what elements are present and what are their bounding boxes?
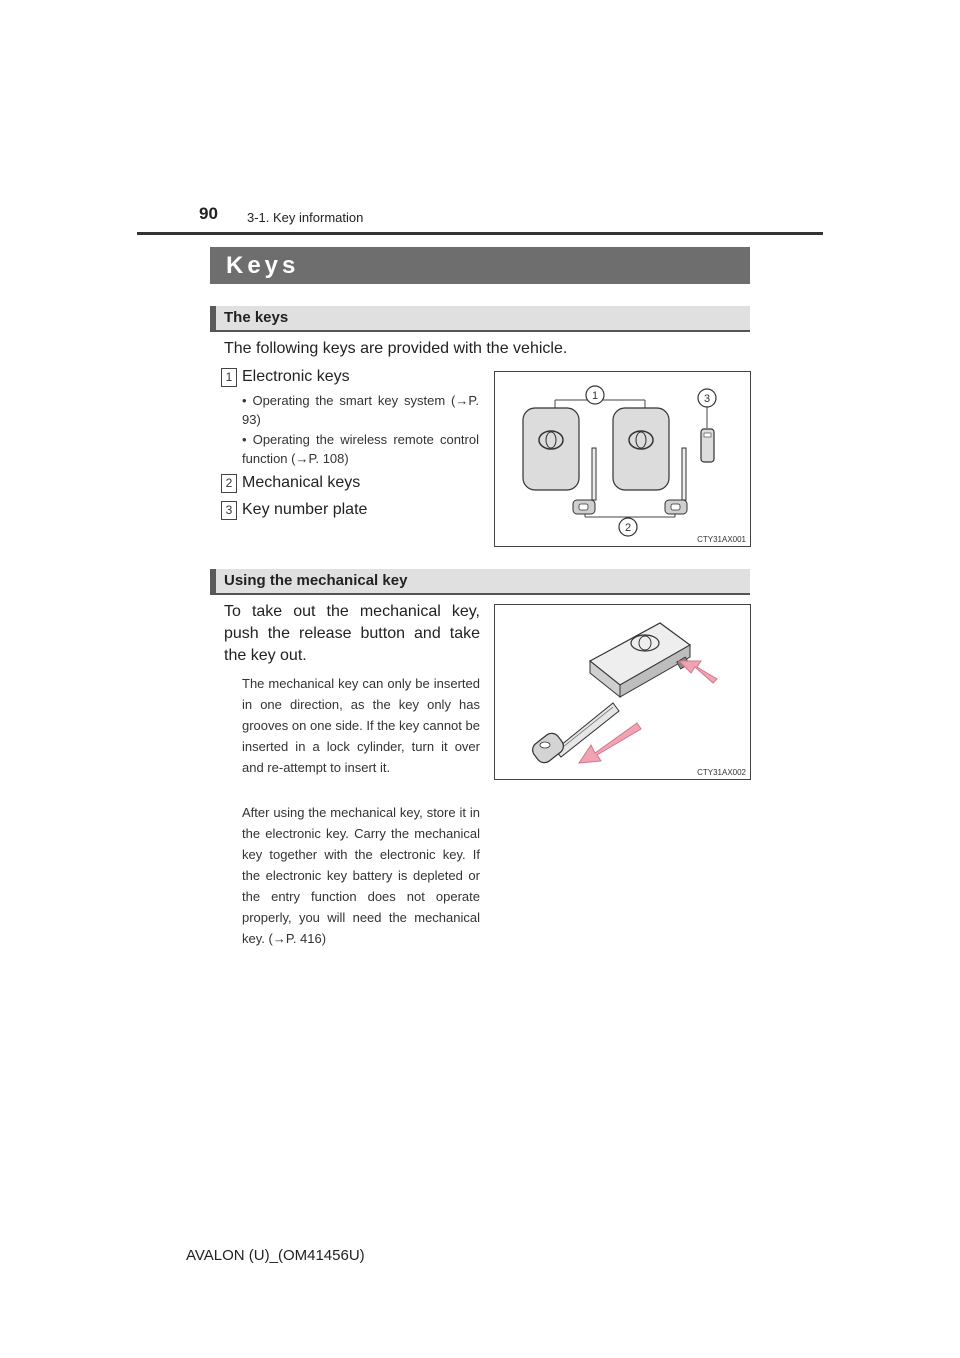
- figure-code: CTY31AX002: [697, 768, 746, 777]
- keys-illustration: [495, 372, 750, 546]
- page-title: Keys: [226, 252, 300, 279]
- subheading-bar-keys: [210, 306, 750, 332]
- item-number-badge: 3: [221, 501, 237, 520]
- page-number: 90: [199, 204, 218, 223]
- item-key-number-plate: Key number plate: [242, 501, 368, 518]
- mechanical-instruction: To take out the mechanical key, push the release button and take the key out.: [224, 603, 480, 664]
- mechanical-key-left: [592, 448, 596, 500]
- figure-keys: [494, 371, 751, 547]
- item-electronic-keys: Electronic keys: [242, 368, 350, 385]
- bullet-smart-key: • Operating the smart key system (→P. 93): [242, 393, 479, 427]
- arrow-push-icon: [679, 661, 717, 683]
- mechanical-note-1: The mechanical key can only be inserted in one direction, as the key only has grooves on one side. If the key cannot be inserted in a lock cylinder, turn it over and re-attempt to insert it.: [242, 676, 480, 775]
- callout-2: 2: [624, 522, 632, 534]
- keys-intro: The following keys are provided with the vehicle.: [224, 340, 568, 357]
- header-rule: [137, 232, 823, 235]
- callout-1: 1: [591, 390, 599, 402]
- subheading-the-keys: The keys: [224, 309, 289, 326]
- subheading-using-mechanical-key: Using the mechanical key: [224, 572, 408, 589]
- mechanical-note-2: After using the mechanical key, store it in the electronic key. Carry the mechanical key together with the electronic key. If the electronic key battery is depleted or the entry function does not operate properly, you will need the mechanical key. (→P. 416): [242, 805, 480, 946]
- item-mechanical-keys: Mechanical keys: [242, 474, 361, 491]
- item-number-badge: 2: [221, 474, 237, 493]
- figure-code: CTY31AX001: [697, 535, 746, 544]
- bullet-wireless-remote: • Operating the wireless remote control function (→P. 108): [242, 432, 479, 466]
- figure-mechanical-key: [494, 604, 751, 780]
- footer-model: AVALON (U)_(OM41456U): [186, 1247, 365, 1264]
- callout-3: 3: [703, 393, 711, 405]
- mechanical-key-illustration: [495, 605, 750, 779]
- mechanical-key-right: [682, 448, 686, 500]
- section-header: 3-1. Key information: [247, 210, 364, 225]
- item-number-badge: 1: [221, 368, 237, 387]
